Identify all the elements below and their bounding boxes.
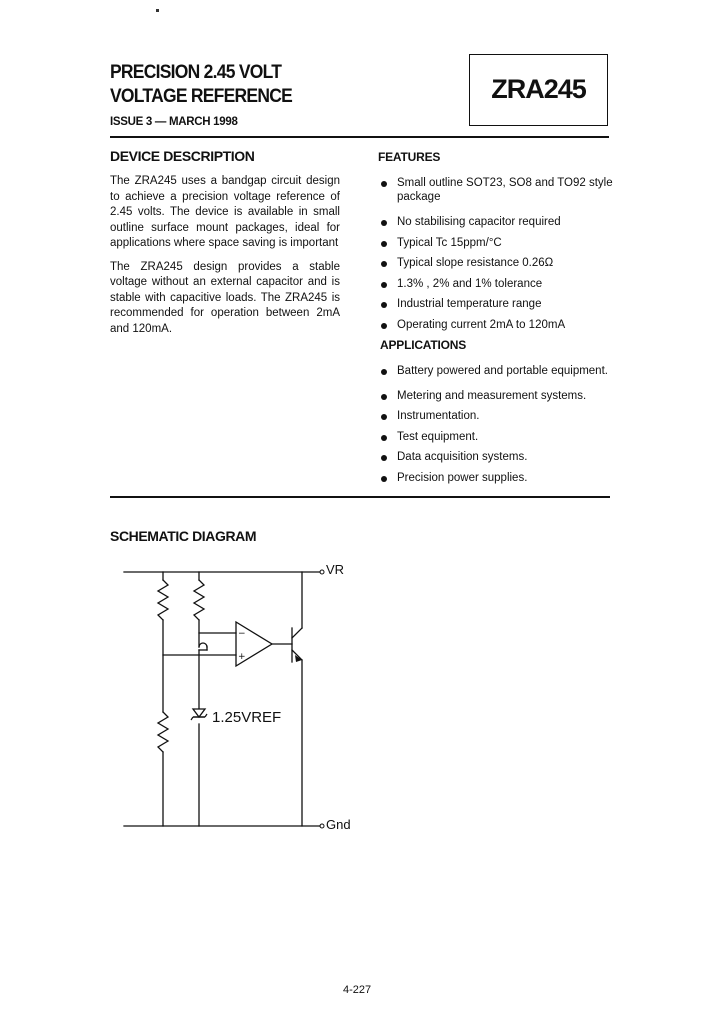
title-line-1: PRECISION 2.45 VOLT bbox=[110, 62, 282, 83]
description-paragraph-1: The ZRA245 uses a bandgap circuit design to achieve a precision voltage reference of 2.45 volts. The device is available in small outline surface mount packages, ideal for applications where space saving is important bbox=[110, 175, 340, 249]
reference-diode bbox=[191, 709, 207, 720]
resistor-top-left bbox=[158, 580, 168, 620]
scan-mark bbox=[156, 9, 159, 12]
resistor-bottom bbox=[158, 712, 168, 752]
vr-label: VR bbox=[326, 562, 345, 577]
part-number-box bbox=[469, 54, 608, 126]
feature-item: No stabilising capacitor required bbox=[378, 216, 618, 230]
section-rule bbox=[110, 496, 610, 498]
gnd-label: Gnd bbox=[326, 817, 351, 832]
application-item: Metering and measurement systems. bbox=[378, 390, 608, 404]
schematic-diagram bbox=[100, 555, 380, 840]
feature-item: Industrial temperature range bbox=[378, 298, 618, 312]
features-heading: FEATURES bbox=[378, 150, 441, 164]
device-description-body bbox=[110, 174, 340, 337]
application-item: Battery powered and portable equipment. bbox=[378, 365, 608, 379]
feature-item: Typical Tc 15ppm/°C bbox=[378, 237, 618, 251]
device-description-heading: DEVICE DESCRIPTION bbox=[110, 148, 255, 164]
svg-text:−: − bbox=[238, 629, 246, 639]
feature-item: Operating current 2mA to 120mA bbox=[378, 319, 618, 333]
page-number: 4-227 bbox=[343, 984, 372, 996]
features-list bbox=[378, 177, 618, 332]
feature-item: 1.3% , 2% and 1% tolerance bbox=[378, 278, 618, 292]
part-number: ZRA245 bbox=[491, 74, 586, 104]
feature-item: Small outline SOT23, SO8 and TO92 style package bbox=[378, 177, 618, 204]
applications-list bbox=[378, 365, 608, 485]
vref-label: 1.25VREF bbox=[212, 709, 282, 726]
application-item: Test equipment. bbox=[378, 431, 608, 445]
resistor-top-right bbox=[194, 580, 204, 620]
application-item: Precision power supplies. bbox=[378, 472, 608, 486]
application-item: Instrumentation. bbox=[378, 410, 608, 424]
schematic-heading: SCHEMATIC DIAGRAM bbox=[110, 528, 257, 544]
svg-text:+: + bbox=[238, 652, 246, 662]
feature-item: Typical slope resistance 0.26Ω bbox=[378, 257, 618, 271]
applications-heading: APPLICATIONS bbox=[380, 338, 467, 352]
header-rule bbox=[110, 136, 609, 138]
title-line-2: VOLTAGE REFERENCE bbox=[110, 86, 293, 107]
description-paragraph-2: The ZRA245 design provides a stable voltage without an external capacitor and is stable with capacitive loads. The ZRA245 is recommended for operation between 2mA and 120mA. bbox=[110, 260, 340, 335]
application-item: Data acquisition systems. bbox=[378, 451, 608, 465]
issue-date: ISSUE 3 — MARCH 1998 bbox=[110, 116, 238, 128]
